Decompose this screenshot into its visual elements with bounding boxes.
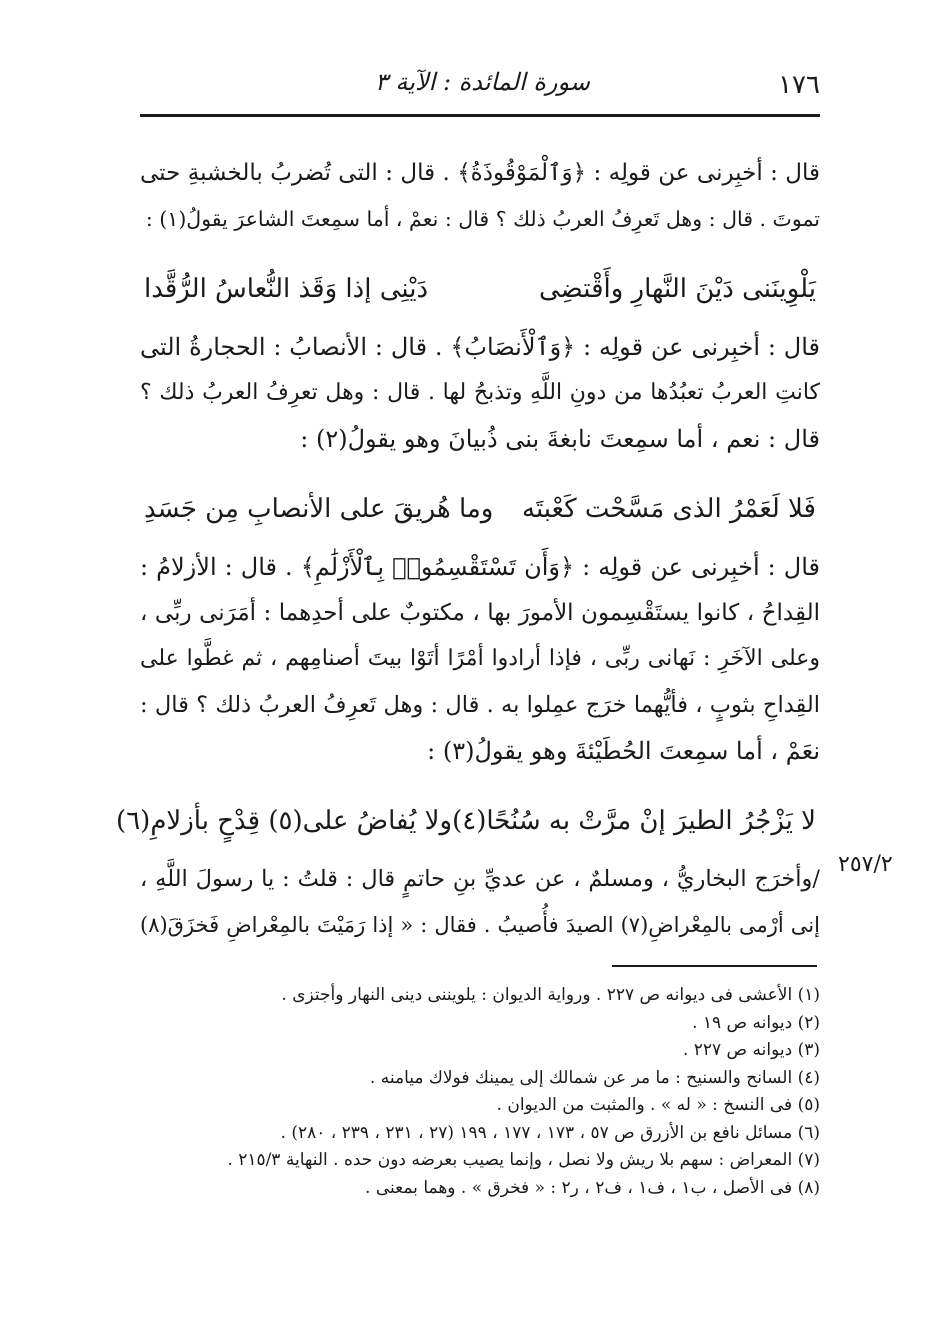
footnote: (٢) ديوانه ص ١٩ .: [692, 1012, 820, 1033]
text-line: قال : أخبِرنى عن قولِه : ﴿وَٱلْأَنصَابُ﴾ . قال : الأنصابُ : الحجارةُ التى: [140, 333, 820, 361]
poetry-verse: [140, 474, 820, 544]
text-line: نعَمْ ، أما سمِعتَ الحُطَيْئةَ وهو يقولُ(٣) :: [427, 737, 820, 765]
paragraph-gap: [140, 462, 820, 474]
text-line: تموتَ . قال : وهل تَعرِفُ العربُ ذلك ؟ قال : نعمْ ، أما سمِعتَ الشاعرَ يقولُ(١) :: [145, 207, 820, 231]
footnotes: [140, 982, 820, 1202]
footnote: (١) الأعشى فى ديوانه ص ٢٢٧ . ورواية الديوان : يلويننى دينى النهار وأجتزى .: [281, 985, 820, 1005]
footnote: (٦) مسائل نافع بن الأزرق ص ٥٧ ، ١٧٣ ، ١٧٧ ، ١٩٩ (٢٧ ، ٢٣١ ، ٢٣٩ ، ٢٨٠) .: [280, 1122, 820, 1143]
body-text: [116, 150, 820, 948]
text-line: وعلى الآخَرِ : نَهانى ربِّى ، فإذا أرادوا أمْرًا أتَوْا بيتَ أصنامِهم ، ثم غطَّوا على: [140, 646, 820, 671]
verse-second-hemistich: دَيْنِى إذا وَقَذ النُّعاسُ الرُّقَّدا: [144, 274, 429, 304]
verse-first-hemistich: لا يَزْجُرُ الطيرَ إنْ مرَّتْ به سُنُحًا(٤): [452, 806, 816, 836]
paragraph-gap: [140, 774, 820, 786]
text-line: إنى أرْمى بالمِعْراضِ(٧) الصيدَ فأُصيبُ . فقال : « إذا رَمَيْتَ بالمِعْراضِ فَخزَقَ(٨): [140, 913, 820, 937]
text-line: قال : نعم ، أما سمِعتَ نابغةَ بنى ذُبيانَ وهو يقولُ(٢) :: [300, 425, 820, 453]
running-title: سورة المائدة : الآية ٣: [374, 68, 590, 96]
footnote: (٤) السانح والسنيح : ما مر عن شمالك إلى يمينك فولاك ميامنه .: [369, 1067, 820, 1088]
footnote: (٥) فى النسخ : « له » . والمثبت من الديوان .: [496, 1095, 820, 1115]
footnote-rule: [612, 965, 817, 967]
margin-reference: ٢٥٧/٢: [838, 852, 893, 877]
page-header: [140, 64, 820, 104]
poetry-verse: [140, 254, 820, 324]
text-line: كانتِ العربُ تعبُدُها من دونِ اللَّهِ وتذبحُ لها . قال : وهل تعرِفُ العربُ ذلك ؟: [140, 380, 820, 405]
footnote: (٣) ديوانه ص ٢٢٧ .: [682, 1040, 820, 1060]
verse-first-hemistich: يَلْوِينَنى دَيْنَ النَّهارِ وأَقْتضِى: [539, 274, 816, 304]
paragraph-gap: [140, 242, 820, 254]
page-number: ١٧٦: [778, 70, 820, 100]
footnote: (٧) المعراض : سهم بلا ريش ولا نصل ، وإنما يصيب بعرضه دون حده . النهاية ٢١٥/٣ .: [227, 1150, 820, 1170]
verse-first-hemistich: فَلا لَعَمْرُ الذى مَسَّحْت كَعْبتَه: [522, 494, 816, 524]
verse-second-hemistich: ولا يُفاضُ على(٥) قِدْحٍ بأزلامِ(٦): [116, 806, 453, 836]
text-line: القِداحِ بثوبٍ ، فأيُّهما خرَج عمِلوا به . قال : وهل تَعرِفُ العربُ ذلك ؟ قال :: [140, 692, 820, 718]
text-line: القِداحُ ، كانوا يستَقْسِمون الأمورَ بها ، مكتوبٌ على أحدِهما : أمَرَنى ربِّى ،: [140, 600, 820, 626]
text-line: قال : أخبِرنى عن قولِه : ﴿وَأَن تَسْتَقْسِمُوا۟ بِٱلْأَزْلَٰمِ﴾ . قال : الأزلامُ :: [140, 553, 820, 581]
footnote: (٨) فى الأصل ، ب١ ، ف١ ، ف٢ ، ر٢ : « فخرق » . وهما بمعنى .: [365, 1177, 820, 1198]
text-line: قال : أخبِرنى عن قولِه : ﴿وَٱلْمَوْقُوذَةُ﴾ . قال : التى تُضربُ بالخشبةِ حتى: [140, 160, 820, 186]
verse-second-hemistich: وما هُريقَ على الأنصابِ مِن جَسَدِ: [144, 494, 494, 524]
text-line: /وأخرَج البخاريُّ ، ومسلمٌ ، عن عديِّ بنِ حاتمٍ قال : قلتُ : يا رسولَ اللَّهِ ،: [140, 866, 820, 892]
poetry-verse: [116, 786, 820, 856]
header-rule: [140, 114, 820, 117]
